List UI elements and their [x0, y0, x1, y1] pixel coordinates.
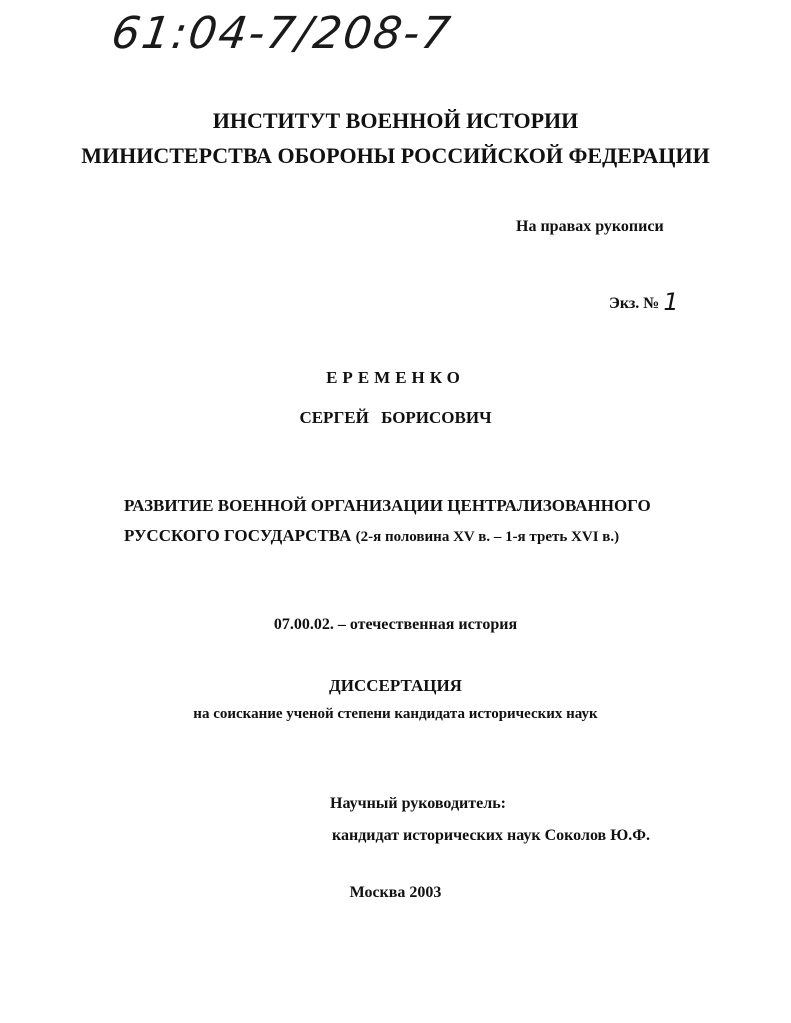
handwritten-archive-number: 61:04-7/208-7	[108, 8, 455, 59]
copy-number-label: Экз. №	[609, 295, 660, 312]
institute-name-line1: ИНСТИТУТ ВОЕННОЙ ИСТОРИИ	[212, 108, 579, 133]
dissertation-title-line2	[124, 526, 619, 546]
dissertation-label: ДИССЕРТАЦИЯ	[329, 676, 462, 695]
copy-number	[609, 288, 679, 316]
degree-statement: на соискание ученой степени кандидата исторических наук	[193, 706, 598, 722]
dissertation-title-period: (2-я половина XV в. – 1-я треть XVI в.)	[355, 529, 620, 545]
copy-number-handwritten: 1	[663, 288, 679, 316]
city-year: Москва 2003	[349, 884, 442, 901]
author-surname: ЕРЕМЕНКО	[326, 368, 465, 387]
supervisor-name: кандидат исторических наук Соколов Ю.Ф.	[332, 827, 650, 844]
author-name: СЕРГЕЙ БОРИСОВИЧ	[299, 408, 492, 427]
institute-name-line2: МИНИСТЕРСТВА ОБОРОНЫ РОССИЙСКОЙ ФЕДЕРАЦИИ	[81, 143, 710, 168]
supervisor-label: Научный руководитель:	[330, 795, 506, 812]
dissertation-title-main: РУССКОГО ГОСУДАРСТВА	[124, 526, 352, 545]
manuscript-rights-note: На правах рукописи	[516, 218, 664, 235]
dissertation-title-line1: РАЗВИТИЕ ВОЕННОЙ ОРГАНИЗАЦИИ ЦЕНТРАЛИЗОВАННОГО	[124, 496, 651, 515]
specialty-code: 07.00.02. – отечественная история	[273, 616, 518, 633]
